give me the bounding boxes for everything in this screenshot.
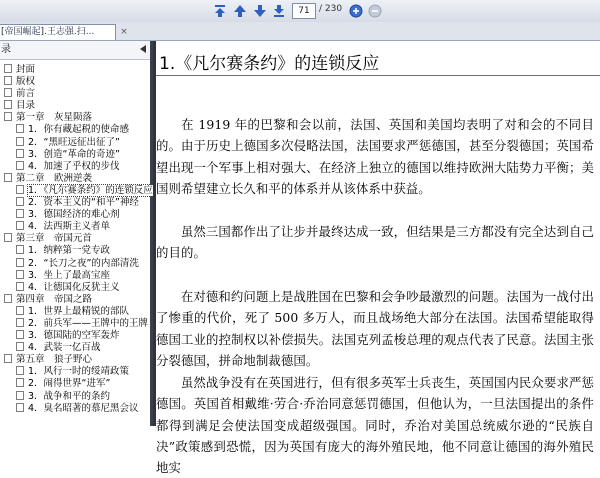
- toc-item-label: 1．《凡尔赛条约》的连锁反应: [28, 184, 153, 196]
- toc-item-label: 3．坐上了最高宝座: [28, 269, 111, 281]
- page-icon: [16, 245, 24, 254]
- toc-item-label: 4．武装一亿百战: [28, 342, 101, 354]
- toc-item-label: 版权: [16, 76, 36, 88]
- collapse-panel-icon[interactable]: [138, 45, 146, 54]
- toc-item-label: 2．资本主义的“和平”神经: [28, 197, 139, 209]
- toc-item-label: 3．德国陆的空军轰炸: [28, 330, 120, 342]
- toc-item[interactable]: [0, 100, 150, 112]
- toc-item[interactable]: [0, 258, 150, 270]
- tab-document[interactable]: [帝国崛起].王志强.扫...: [0, 24, 116, 40]
- page-icon: [16, 161, 24, 170]
- toc-item[interactable]: [0, 76, 150, 88]
- toc-item-label: 第五章 狼子野心: [16, 354, 93, 366]
- page-icon: [16, 149, 24, 158]
- toc-item-selected[interactable]: [0, 184, 153, 197]
- toc-item[interactable]: [0, 245, 150, 257]
- page-icon: [16, 124, 24, 133]
- page-icon: [4, 88, 12, 97]
- page-icon: [16, 366, 24, 375]
- page-icon: [4, 233, 12, 242]
- title-divider: [156, 75, 600, 76]
- page-icon: [4, 354, 12, 363]
- page-icon: [16, 330, 24, 339]
- page-title: 1.《凡尔赛条约》的连锁反应: [159, 54, 380, 74]
- toc-item[interactable]: [0, 149, 150, 161]
- page-icon: [16, 378, 24, 387]
- paragraph: 虽然三国都作出了让步并最终达成一致，但结果是三方都没有完全达到自己的目的。: [156, 224, 594, 261]
- page-number-input[interactable]: [292, 3, 316, 19]
- toc-item[interactable]: [0, 282, 150, 294]
- toc-item-label: 目录: [16, 100, 36, 112]
- page-icon: [16, 258, 24, 267]
- page-icon: [16, 197, 24, 206]
- toc-item[interactable]: [0, 366, 150, 378]
- toc-header: [0, 41, 150, 60]
- toc-item-label: 第一章 灰星陨落: [16, 112, 93, 124]
- toc-item-label: 1．风行一时的绥靖政策: [28, 366, 130, 378]
- toc-item[interactable]: [0, 233, 150, 245]
- first-page-icon[interactable]: [212, 3, 228, 19]
- page-icon: [4, 100, 12, 109]
- document-page: [156, 41, 600, 476]
- tab-strip: [0, 22, 600, 41]
- zoom-in-icon[interactable]: [348, 3, 364, 19]
- toc-item[interactable]: [0, 330, 150, 342]
- toc-item-label: 前言: [16, 88, 36, 100]
- toc-item[interactable]: [0, 294, 150, 306]
- paragraph: 虽然战争没有在英国进行，但有很多英军士兵丧生，英国国内民众要求严惩德国。英国首相戴维·劳合·乔治同意惩罚德国，但他认为，一旦法国提出的条件都得到满足会使法国变成超级强国。同时，乔治对美国总统威尔逊的“民族自决”政策感到恐慌，因为英国有庞大的海外殖民地，他不同意让德国的海外殖民地实: [156, 375, 594, 476]
- toc-item-label: 3．创造“革命的奇迹”: [28, 148, 120, 160]
- toc-item-label: 4．让德国化反犹主义: [28, 281, 120, 293]
- page-icon: [4, 76, 12, 85]
- close-tab-icon[interactable]: ×: [120, 27, 128, 37]
- prev-page-icon[interactable]: [232, 3, 248, 19]
- toc-item-label: 3．德国经济的难心剂: [28, 209, 120, 221]
- toc-item[interactable]: [0, 197, 150, 209]
- toc-item[interactable]: [0, 137, 150, 149]
- toc-item[interactable]: [0, 209, 150, 221]
- toc-item[interactable]: [0, 173, 150, 185]
- page-icon: [16, 221, 24, 230]
- page-icon: [4, 112, 12, 121]
- toc-item-label: 1．纳粹第一党专政: [28, 245, 111, 257]
- toc-item-label: 1．你有藏起税的使命感: [28, 124, 130, 136]
- toc-item[interactable]: [0, 378, 150, 390]
- toc-item[interactable]: [0, 161, 150, 173]
- page-icon: [16, 209, 24, 218]
- toc-item[interactable]: [0, 88, 150, 100]
- toc-item-label: 4．加速了乎权的步伐: [28, 160, 120, 172]
- toc-list: [0, 60, 153, 415]
- toc-item-label: 第四章 帝国之路: [16, 293, 93, 305]
- toolbar: [0, 0, 600, 23]
- toc-item[interactable]: [0, 391, 150, 403]
- toc-item[interactable]: [0, 124, 150, 136]
- page-icon: [16, 185, 24, 194]
- page-icon: [4, 294, 12, 303]
- toc-item-label: 封面: [16, 64, 36, 75]
- toc-item[interactable]: [0, 270, 150, 282]
- page-icon: [4, 173, 12, 182]
- toc-item-label: 4．法西斯主义者单: [28, 221, 111, 233]
- toc-item[interactable]: [0, 64, 150, 76]
- toc-item[interactable]: [0, 112, 150, 124]
- toc-item-label: 1．世界上最精锐的部队: [28, 305, 130, 317]
- toc-item-label: 2．“长刀之夜”的内部清洗: [28, 257, 139, 269]
- last-page-icon[interactable]: [271, 3, 287, 19]
- toc-item[interactable]: [0, 354, 150, 366]
- paragraph: 在 1919 年的巴黎和会以前，法国、英国和美国均表明了对和会的不同目的。由于历史上德国多次侵略法国，法国要求严惩德国，甚至分裂德国；英国希望出现一个军事上相对强大、在经济上独立的德国以维持欧洲大陆势力平衡；美国则希望建立长久和平的体系并从该体系中获益。: [156, 117, 594, 196]
- toc-item[interactable]: [0, 403, 150, 415]
- toc-item[interactable]: [0, 318, 150, 330]
- toc-item-label: 4．臭名昭著的慕尼黑会议: [28, 402, 139, 414]
- page-icon: [16, 282, 24, 291]
- toc-item-label: 2．前兵军——王牌中的王牌: [28, 317, 149, 329]
- page-total: / 230: [319, 4, 343, 14]
- page-icon: [16, 306, 24, 315]
- page-icon: [4, 64, 12, 73]
- zoom-out-icon[interactable]: [367, 3, 383, 19]
- page-icon: [16, 270, 24, 279]
- toc-item-label: 3．战争和平的条约: [28, 390, 111, 402]
- toc-item[interactable]: [0, 306, 150, 318]
- next-page-icon[interactable]: [252, 3, 268, 19]
- paragraph: 在对德和约问题上是战胜国在巴黎和会争吵最激烈的问题。法国为一战付出了惨重的代价，死了 500 多万人，而且战场绝大部分在法国。法国希望能取得德国工业的控制权以补偿损失。法国克列孟梭总理的观点代表了民意。法国主张分裂德国，拼命地制裁德国。: [156, 289, 594, 368]
- toc-item-label: 第三章 帝国元首: [16, 233, 93, 245]
- toc-item[interactable]: [0, 221, 150, 233]
- page-icon: [16, 137, 24, 146]
- page-icon: [16, 318, 24, 327]
- toc-item-label: 第二章 欧洲逆袭: [16, 172, 93, 184]
- toc-item[interactable]: [0, 342, 150, 354]
- toc-title: 录: [1, 44, 11, 55]
- page-icon: [16, 403, 24, 412]
- page-icon: [16, 391, 24, 400]
- toc-item-label: 2．“黑旺远征出征了”: [28, 136, 120, 148]
- toc-sidebar: [0, 41, 153, 426]
- page-icon: [16, 342, 24, 351]
- toc-item-label: 2．闹得世界“进军”: [28, 378, 111, 390]
